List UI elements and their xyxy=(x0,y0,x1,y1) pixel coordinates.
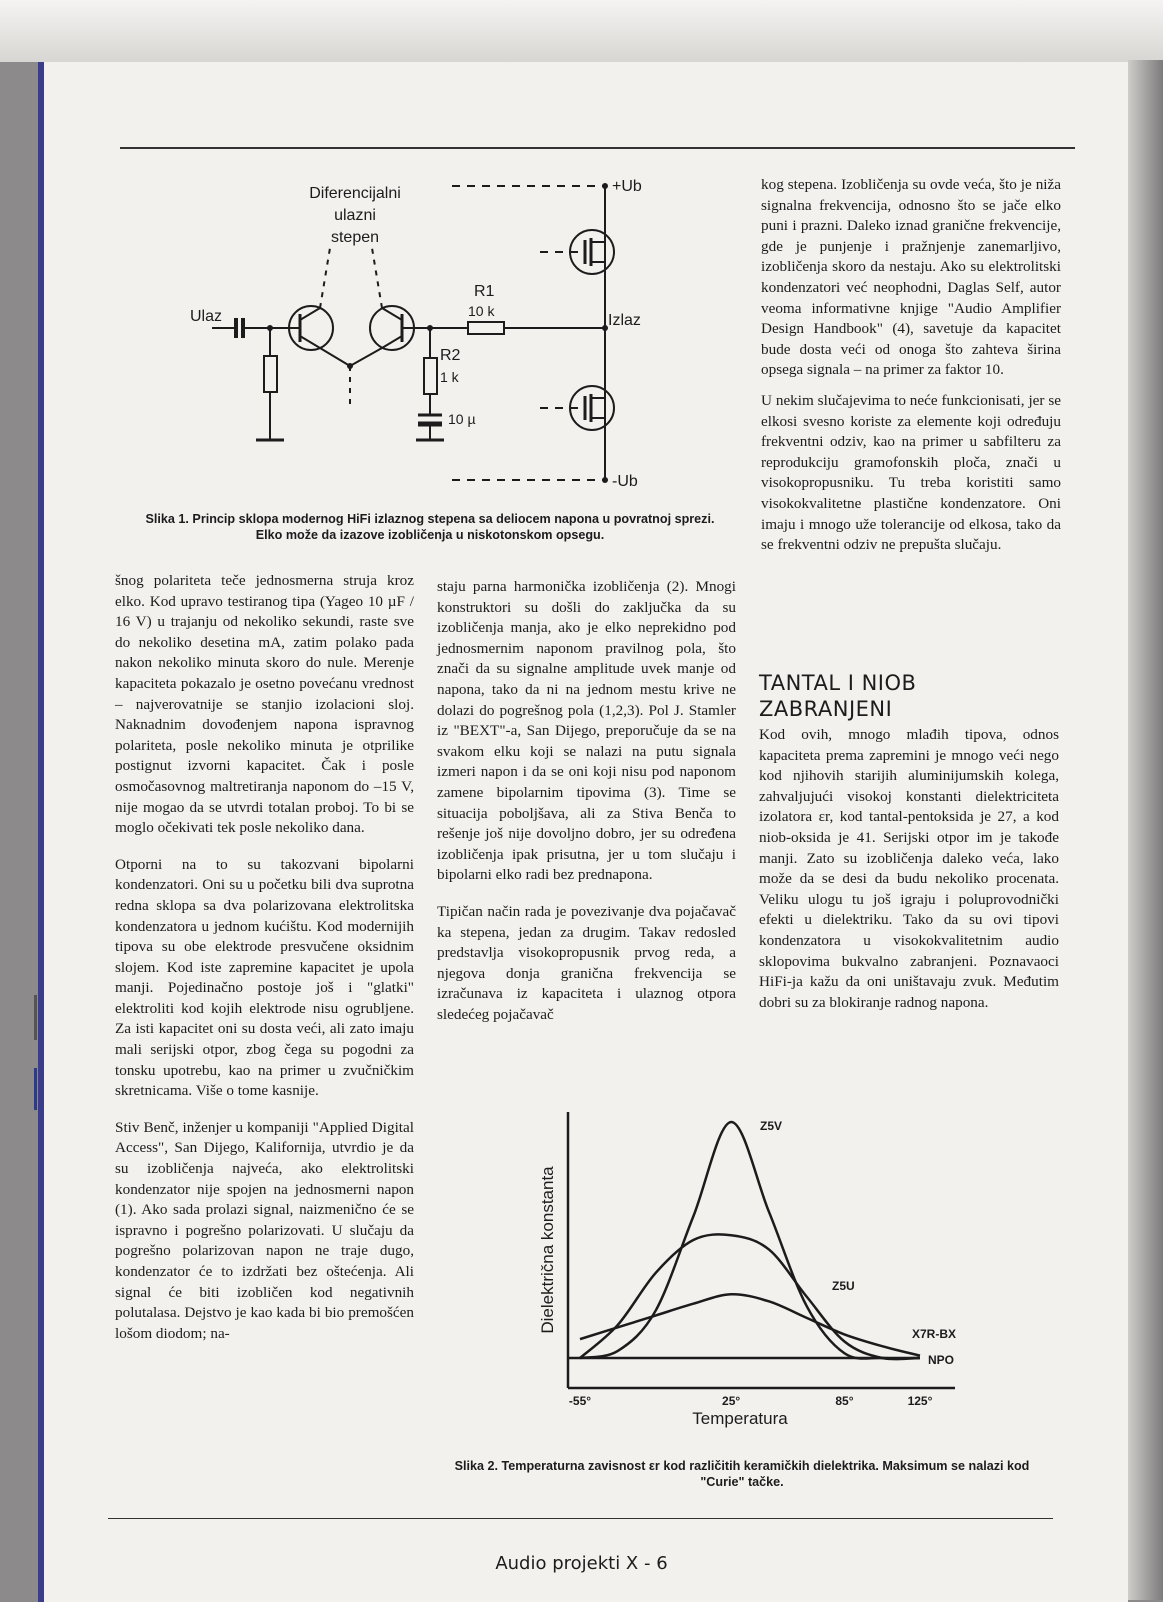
series-label-z5v: Z5V xyxy=(760,1119,783,1133)
scan-background-right xyxy=(1128,60,1163,1600)
section-heading-line2: ZABRANJENI xyxy=(759,697,893,721)
r2-value: 1 k xyxy=(440,369,459,385)
x-axis-label: Temperatura xyxy=(692,1409,788,1428)
paragraph: kog stepena. Izobličenja su ovde veća, što je niža signalna frekvencija, odnosno što se jače elko puni i prazni. Daleko iznad granične frekvencije, gde je punjenje i pražnjenje zanemarljivo, izobličenja skoro da nestaju. Ako su elektrolitski kondenzatori već neophodni, Daglas Self, autor veoma informativne knjige "Audio Amplifier Design Handbook" (4), savetuje da kapacitet bude dosta veći od onoga što zahteva širina opsega signala – na primer za faktor 10. xyxy=(761,176,1061,379)
y-axis-label: Dielektrična konstanta xyxy=(538,1166,557,1334)
margin-mark xyxy=(34,995,37,1040)
series-label-npo: NPO xyxy=(928,1353,955,1367)
paragraph: šnog polariteta teče jednosmerna struja kroz elko. Kod upravo testiranog tipa (Yageo 10 µF / 16 V) u trajanju od nekoliko sekundi, raste sve do nekoliko desetina mA, zatim polako pada nakon nekoliko minuta skoro do nule. Merenje kapaciteta pokazalo je osetno povećanu vrednost – najverovatnije se stanjio izolacioni sloj. Naknadnim dovođenjem napona ispravnog polariteta, posle nekoliko minuta je otprilike postignut izvorni kapacitet. Čak i posle osmočasovnog maltretiranja naponom do –15 V, nije mogao da se utvrdi totalan proboj. To bi se moglo očekivati tek posle nekoliko dana. xyxy=(115,572,414,837)
output-label: Izlaz xyxy=(608,312,641,329)
vminus-label: -Ub xyxy=(612,473,638,490)
series-label-z5u: Z5U xyxy=(832,1279,855,1293)
scan-background-top xyxy=(0,0,1163,62)
diff-stage-label-2: ulazni xyxy=(334,207,376,224)
right-column-bottom xyxy=(759,725,1059,1023)
left-column xyxy=(115,571,414,1354)
series-label-x7r-bx: X7R-BX xyxy=(912,1327,957,1341)
figure1-caption: Slika 1. Princip sklopa modernog HiFi izlaznog stepena sa deliocem napona u povratnoj sprezi. Elko može da izazove izobličenja u niskotonskom opsegu. xyxy=(145,512,715,542)
right-column-top xyxy=(761,175,1061,566)
diff-stage-label-3: stepen xyxy=(330,229,380,246)
section-heading xyxy=(759,670,1059,722)
section-heading-line1: TANTAL I NIOB xyxy=(759,671,917,695)
bottom-rule xyxy=(108,1518,1053,1519)
dielectric-temperature-chart xyxy=(520,1100,980,1440)
page-footer: Audio projekti X - 6 xyxy=(495,1553,668,1574)
r1-value: 10 k xyxy=(468,303,495,319)
series-line-x7r-bx xyxy=(580,1294,920,1355)
vplus-label: +Ub xyxy=(612,178,642,195)
r1-label: R1 xyxy=(474,283,495,300)
x-tick-label: -55° xyxy=(568,1394,592,1408)
paragraph: Tipičan način rada je povezivanje dva pojačavač ka stepena, jedan za drugim. Takav redosled predstavlja visokopropusnik prvog reda, a njegova donja granična frekvencija se izračunava iz kapaciteta i ulaznog otpora sledećeg pojačavač xyxy=(437,902,736,1023)
paragraph: Kod ovih, mnogo mlađih tipova, odnos kapaciteta prema zapremini je mnogo veći nego kod njihovih starijih aluminijumskih kolega, zahvaljujući visokoj konstanti dielektriciteta izolatora εr, kod tantal-pentoksida je 27, a kod niob-oksida je 41. Serijski otpor im je takođe manji. Zato su izobličenja daleko veća, lako može da se desi da budu nekoliko procenata. Veliku ulogu tu još igraju i poluprovodnički efekti u dielektriku. Tako da su ovi tipovi kondenzatora u visokokvalitetnim audio sklopovima bukvalno zabranjeni. Poznavaoci HiFi-ja kažu da oni uništavaju zvuk. Međutim dobri su za blokiranje radnog napona. xyxy=(759,726,1059,1011)
r2-label: R2 xyxy=(440,347,461,364)
paragraph: Stiv Benč, inženjer u kompaniji "Applied Digital Access", San Dijego, Kalifornija, utvrdio je da su izobličenja najveća, ako elektrolitski kondenzator nije spojen na jednosmerni napon (1). Ako sada prolazi signal, naizmenično će se ispravno i pogrešno polarizovati. U slučaju da pogrešno polarizovan napon ne traje dugo, kondenzator će to izdržati bez oštećenja. Ali signal će biti izobličen kod negativnih polutalasa. Dejstvo je kao kada bi bio premošćen lošom diodom; na- xyxy=(115,1118,414,1342)
paragraph: U nekim slučajevima to neće funkcionisati, jer se elkosi svesno koriste za elemente koji određuju frekventni odziv, kao na primer u sabfilteru za reprodukciju gramofonskih ploča, znači u visokopropusniku. Tu treba koristiti samo visokokvalitetne plastične kondenzatore. Oni imaju i mnogo uže tolerancije od elkosa, tako da se frekventni odziv ne prepušta slučaju. xyxy=(761,391,1061,554)
paragraph: Otporni na to su takozvani bipolarni kondenzatori. Oni su u početku bili dva suprotna redna sklopa sa dva polarizovana elektrolitska kondenzatora u jednom kućištu. Kod modernijih tipova su obe elektrode presvučene oksidnim slojem. Kod iste zapremine kapacitet je upola manji. Pojedinačno postoje još i "glatki" elektroliti kod kojih elektrode nisu ogrubljene. Za isti kapacitet oni su dosta veći, ali zato imaju mali serijski otpor, zbog čega su pogodni za tonsku upotrebu, kao na primer u zvučničkim skretnicama. Više o tome kasnije. xyxy=(115,855,414,1100)
middle-column xyxy=(437,577,736,1035)
x-tick-label: 125° xyxy=(907,1394,933,1408)
diff-stage-label-1: Diferencijalni xyxy=(309,185,401,202)
figure2-caption: Slika 2. Temperaturna zavisnost εr kod različitih keramičkih dielektrika. Maksimum se nalazi kod "Curie" tačke. xyxy=(454,1459,1030,1489)
input-label: Ulaz xyxy=(190,308,223,325)
margin-mark xyxy=(34,1068,37,1110)
top-rule xyxy=(120,147,1075,149)
x-tick-label: 85° xyxy=(835,1394,854,1408)
paragraph: staju parna harmonička izobličenja (2). Mnogi konstruktori su došli do zaključka da su izobličenja manja, ako je elko neprekidno pod jednosmernim naponom pravilnog pola, što znači da su signalne amplitude uvek manje od napona, tako da ni na jednom mestu krive ne dolazi do pogrešnog pola (1,2,3). Pol J. Stamler iz "BEXT"-a, San Dijego, preporučuje da se na svakom elku koji se nalazi na putu signala izmeri napon i da se oni koji nisu pod naponom zamene bipolarnim tipovima (3). Time se situacija poboljšava, ali za Stiva Benča to rešenje još nije dovoljno dobro, jer su određena izobličenja ipak prisutna, jer u tom slučaju i bipolarni elko radi bez prednapona. xyxy=(437,578,736,884)
cap-value: 10 µ xyxy=(448,411,476,427)
x-tick-label: 25° xyxy=(722,1394,741,1408)
circuit-schematic xyxy=(180,168,650,504)
